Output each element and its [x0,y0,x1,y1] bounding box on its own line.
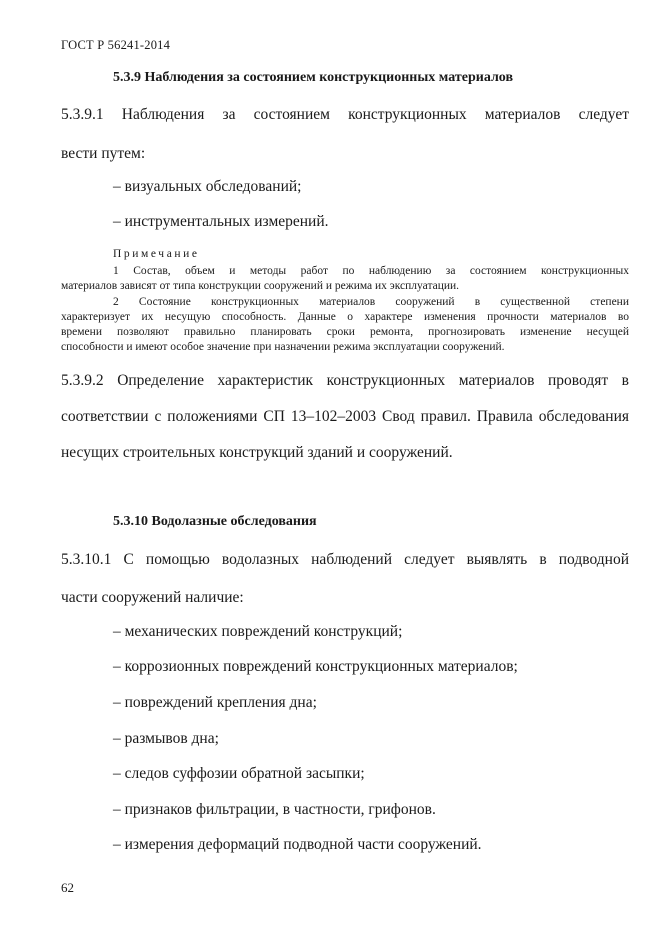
note-1-line1: 1 Состав, объем и методы работ по наблюдению за состоянием конструкционных [113,265,629,277]
list-item: – размывов дна; [113,730,219,747]
paragraph-5-3-10-1-line1: 5.3.10.1 С помощью водолазных наблюдений следует выявлять в подводной [61,551,629,568]
section-heading-5-3-10: 5.3.10 Водолазные обследования [113,514,317,529]
list-item: – повреждений крепления дна; [113,694,317,711]
paragraph-5-3-9-1-line1: 5.3.9.1 Наблюдения за состоянием конструкционных материалов следует [61,106,629,123]
note-2-line1: 2 Состояние конструкционных материалов сооружений в существенной степени [113,296,629,308]
paragraph-5-3-9-1-line2: вести путем: [61,145,146,162]
note-2-line4: способности и имеют особое значение при назначении режима эксплуатации сооружений. [61,341,505,353]
paragraph-5-3-9-2-line3: несущих строительных конструкций зданий и сооружений. [61,444,453,461]
note-2-line3: времени позволяют правильно планировать сроки ремонта, прогнозировать изменение несущей [61,326,629,338]
document-header: ГОСТ Р 56241-2014 [61,38,171,52]
list-item: – коррозионных повреждений конструкционных материалов; [113,658,518,675]
note-label: Примечание [113,248,200,260]
list-item: – следов суффозии обратной засыпки; [113,765,365,782]
note-1-line2: материалов зависят от типа конструкции сооружений и режима их эксплуатации. [61,280,460,292]
page-number: 62 [61,880,74,895]
list-item: – визуальных обследований; [113,178,302,195]
note-2-line2: характеризует их несущую способность. Данные о характере изменения прочности материалов во [61,311,629,323]
note-2 [61,295,629,355]
list-item: – измерения деформаций подводной части сооружений. [113,836,482,853]
list-item: – инструментальных измерений. [113,213,329,230]
note-1 [61,264,629,294]
paragraph-5-3-9-2-line1: 5.3.9.2 Определение характеристик конструкционных материалов проводят в [61,372,629,389]
list-item: – механических повреждений конструкций; [113,623,403,640]
section-heading-5-3-9: 5.3.9 Наблюдения за состоянием конструкционных материалов [113,70,514,85]
list-item: – признаков фильтрации, в частности, грифонов. [113,801,436,818]
paragraph-5-3-10-1-line2: части сооружений наличие: [61,589,244,606]
paragraph-5-3-9-2-line2: соответствии с положениями СП 13–102–2003 Свод правил. Правила обследования [61,408,629,425]
